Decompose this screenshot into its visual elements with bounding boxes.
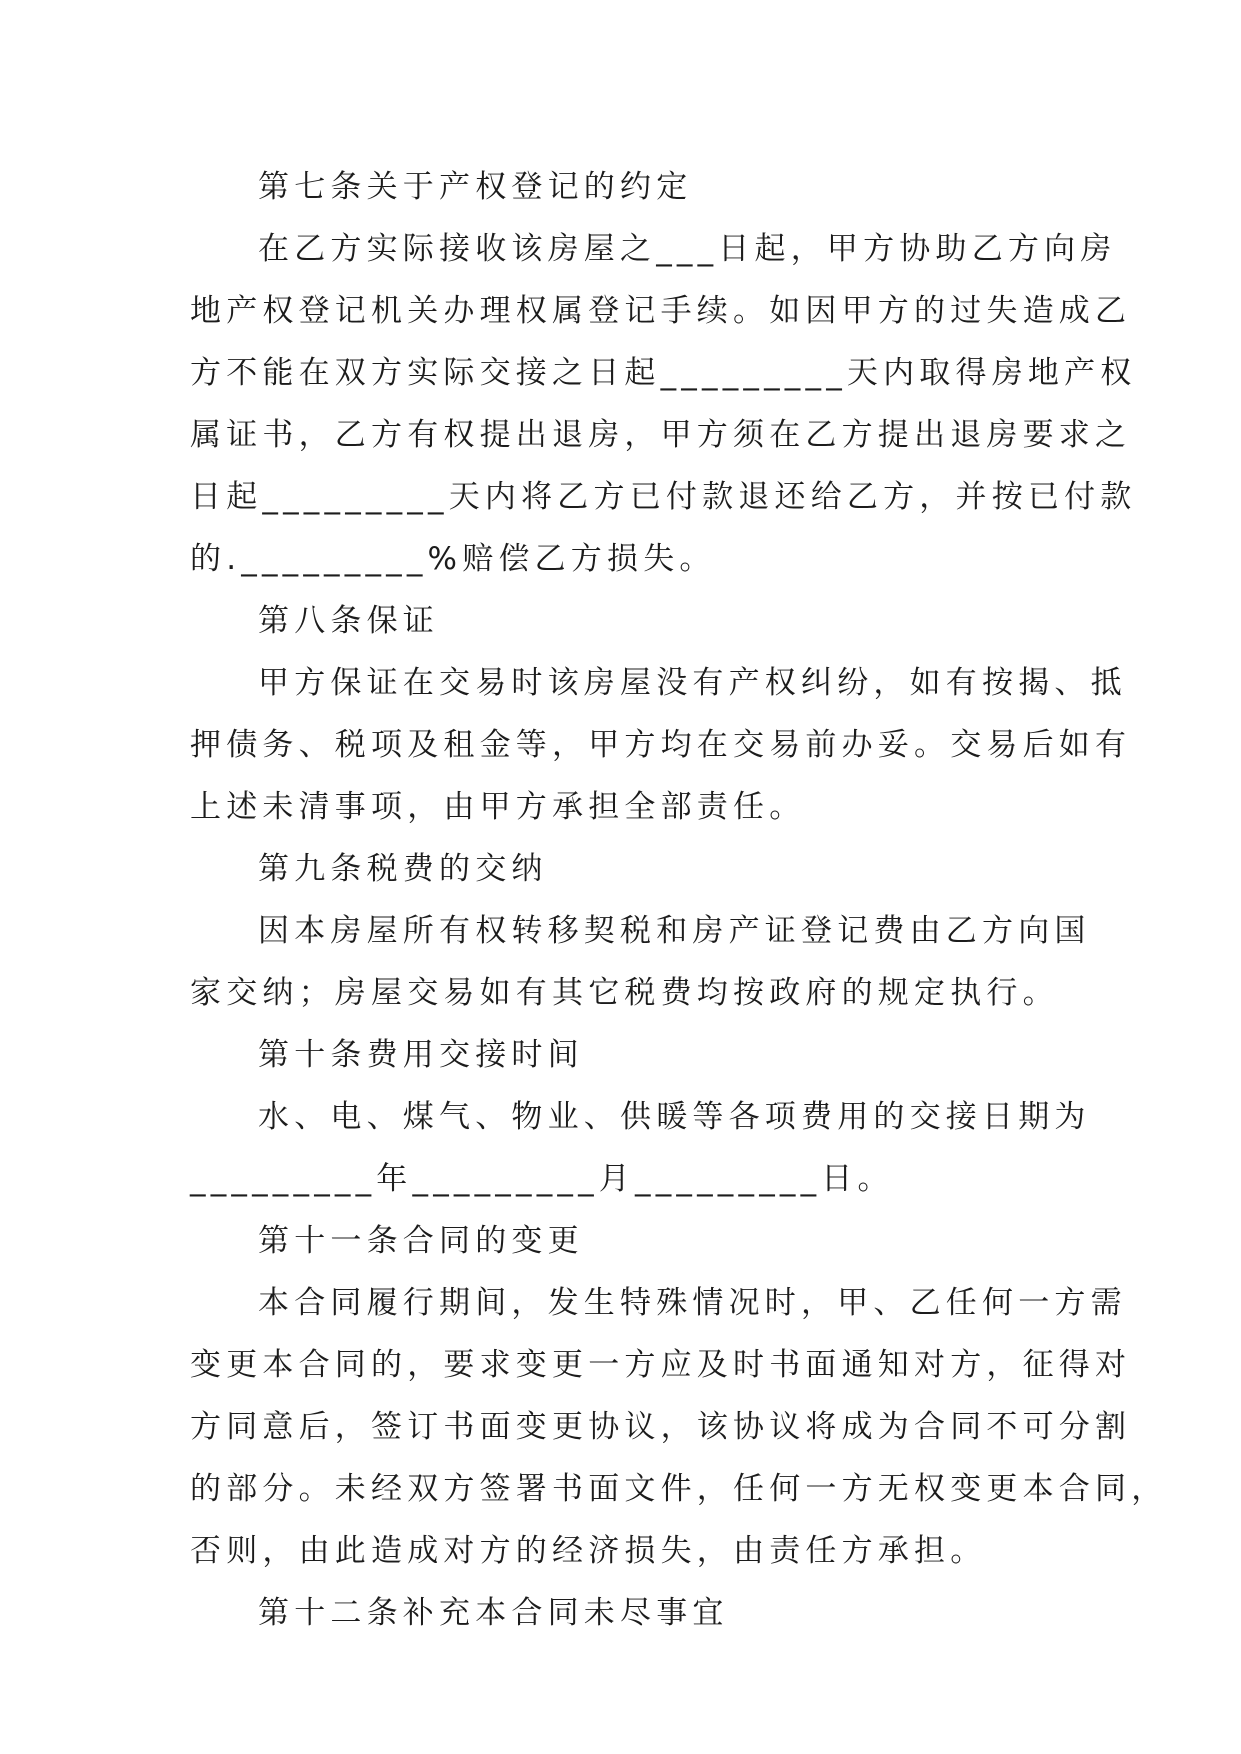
paragraph-line: _________年_________月_________日。 <box>190 1161 894 1197</box>
paragraph-line: 的部分。未经双方签署书面文件，任何一方无权变更本合同， <box>190 1471 1168 1507</box>
paragraph-line: 在乙方实际接收该房屋之___日起，甲方协助乙方向房 <box>258 231 1117 267</box>
paragraph-line: 因本房屋所有权转移契税和房产证登记费由乙方向国 <box>258 913 1091 949</box>
heading-article-12: 第十二条补充本合同未尽事宜 <box>258 1595 729 1631</box>
paragraph-line: 否则，由此造成对方的经济损失，由责任方承担。 <box>190 1533 987 1569</box>
paragraph-line: 押债务、税项及租金等，甲方均在交易前办妥。交易后如有 <box>190 727 1132 763</box>
paragraph-line: 的._________%赔偿乙方损失。 <box>190 541 716 577</box>
paragraph-line: 日起_________天内将乙方已付款退还给乙方，并按已付款 <box>190 479 1137 515</box>
paragraph-line: 属证书，乙方有权提出退房，甲方须在乙方提出退房要求之 <box>190 417 1132 453</box>
heading-article-10: 第十条费用交接时间 <box>258 1037 584 1073</box>
paragraph-line: 方不能在双方实际交接之日起_________天内取得房地产权 <box>190 355 1137 391</box>
document-page <box>190 156 1168 1644</box>
heading-article-7: 第七条关于产权登记的约定 <box>258 169 693 205</box>
paragraph-line: 本合同履行期间，发生特殊情况时，甲、乙任何一方需 <box>258 1285 1127 1321</box>
heading-article-9: 第九条税费的交纳 <box>258 851 548 887</box>
paragraph-line: 变更本合同的，要求变更一方应及时书面通知对方，征得对 <box>190 1347 1132 1383</box>
paragraph-line: 甲方保证在交易时该房屋没有产权纠纷，如有按揭、抵 <box>258 665 1127 701</box>
paragraph-line: 家交纳；房屋交易如有其它税费均按政府的规定执行。 <box>190 975 1059 1011</box>
paragraph-line: 水、电、煤气、物业、供暖等各项费用的交接日期为 <box>258 1099 1091 1135</box>
paragraph-line: 上述未清事项，由甲方承担全部责任。 <box>190 789 806 825</box>
paragraph-line: 地产权登记机关办理权属登记手续。如因甲方的过失造成乙 <box>190 293 1132 329</box>
paragraph-line: 方同意后，签订书面变更协议，该协议将成为合同不可分割 <box>190 1409 1132 1445</box>
heading-article-8: 第八条保证 <box>258 603 439 639</box>
heading-article-11: 第十一条合同的变更 <box>258 1223 584 1259</box>
